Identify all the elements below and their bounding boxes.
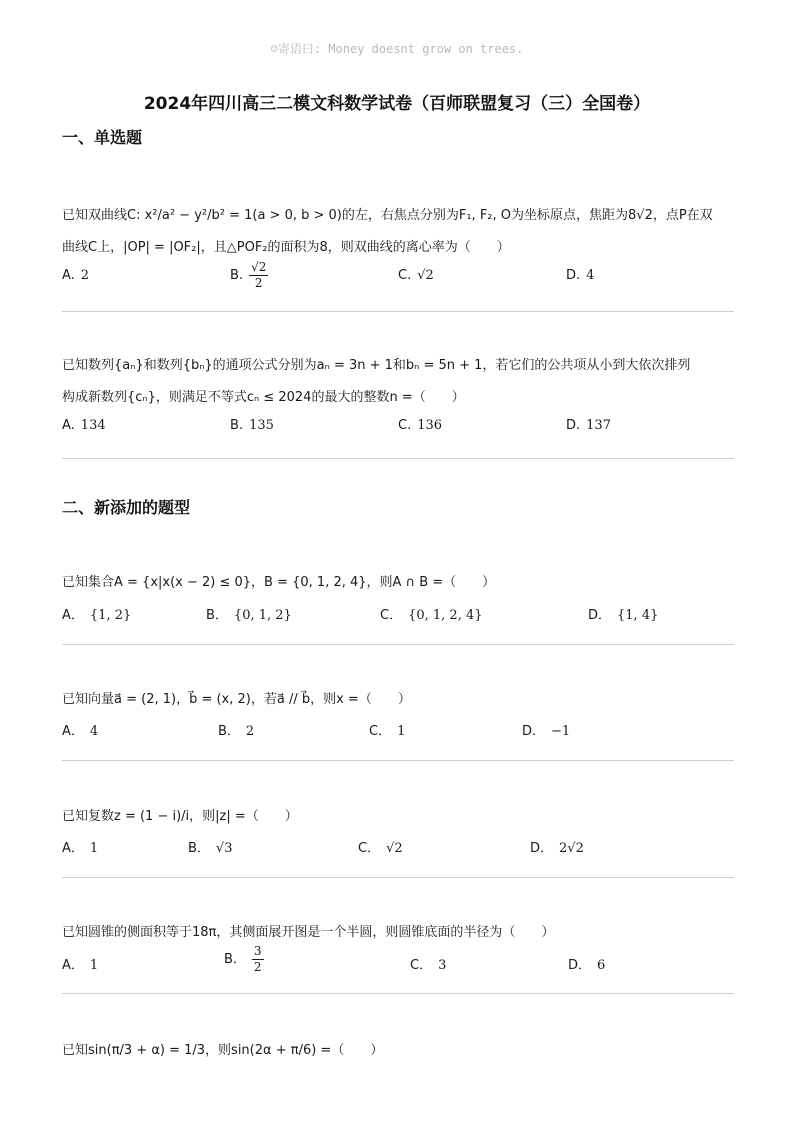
option-d[interactable] bbox=[566, 418, 611, 433]
option-value: 3 bbox=[438, 958, 447, 973]
option-c[interactable] bbox=[398, 268, 434, 283]
question-2-line-1: 已知数列{aₙ}和数列{bₙ}的通项公式分别为aₙ = 3n + 1和bₙ = 5n + 1，若它们的公共项从小到大依次排列 bbox=[62, 358, 691, 373]
option-label: C． bbox=[369, 724, 392, 739]
option-value: 135 bbox=[249, 418, 274, 433]
option-fraction bbox=[252, 944, 264, 975]
question-5-line-1: 已知复数z = (1 − i)/i，则|z| =（ ） bbox=[62, 809, 298, 824]
option-label: B． bbox=[224, 952, 246, 967]
option-label: C. bbox=[398, 268, 412, 283]
option-c[interactable] bbox=[398, 418, 442, 433]
fraction-numerator: 3 bbox=[253, 944, 262, 958]
option-label: D． bbox=[588, 608, 612, 623]
section-title-new-types: 二、新添加的题型 bbox=[62, 498, 191, 517]
question-divider bbox=[62, 993, 734, 994]
option-value: {1, 4} bbox=[617, 608, 659, 623]
question-divider bbox=[62, 877, 734, 878]
option-value: 2√2 bbox=[559, 841, 584, 856]
paper-title: 2024年四川高三二模文科数学试卷（百师联盟复习（三）全国卷） bbox=[143, 94, 651, 114]
question-7-line-1: 已知sin(π/3 + α) = 1/3，则sin(2α + π/6) =（ ） bbox=[62, 1043, 384, 1058]
option-label: D. bbox=[566, 418, 581, 433]
question-divider bbox=[62, 760, 734, 761]
option-label: A． bbox=[62, 958, 84, 973]
option-value: 2 bbox=[245, 724, 255, 739]
option-label: C. bbox=[398, 418, 412, 433]
option-d[interactable] bbox=[566, 268, 594, 283]
option-value: {0, 1, 2, 4} bbox=[408, 608, 483, 623]
option-label: D． bbox=[568, 958, 592, 973]
option-label: C． bbox=[358, 841, 381, 856]
question-divider bbox=[62, 311, 734, 312]
option-value: −1 bbox=[551, 724, 571, 739]
option-value: 1 bbox=[89, 841, 99, 856]
option-b[interactable] bbox=[206, 604, 292, 623]
option-label: C． bbox=[410, 958, 433, 973]
option-value: 2 bbox=[80, 268, 90, 283]
option-label: B. bbox=[230, 268, 244, 283]
option-a[interactable] bbox=[62, 418, 106, 433]
option-fraction bbox=[249, 260, 268, 291]
option-label: C． bbox=[380, 608, 403, 623]
option-value: 6 bbox=[597, 958, 606, 973]
section-title-single-choice: 一、单选题 bbox=[62, 128, 143, 147]
option-b[interactable] bbox=[188, 837, 232, 856]
question-6-line-1: 已知圆锥的侧面积等于18π，其侧面展开图是一个半圆，则圆锥底面的半径为（ ） bbox=[62, 925, 555, 940]
option-label: A． bbox=[62, 841, 84, 856]
option-value: {0, 1, 2} bbox=[233, 608, 292, 623]
question-1-line-1: 已知双曲线C: x²/a² − y²/b² = 1(a > 0, b > 0)的左，右焦点分别为F₁, F₂, O为坐标原点，焦距为8√2，点P在双 bbox=[62, 208, 713, 223]
option-value: 1 bbox=[89, 958, 99, 973]
option-label: B． bbox=[188, 841, 210, 856]
option-c[interactable] bbox=[380, 604, 483, 623]
option-a[interactable] bbox=[62, 604, 131, 623]
question-4-options bbox=[62, 720, 734, 744]
option-a[interactable] bbox=[62, 268, 89, 283]
header-motto: ☺寄语曰: Money doesnt grow on trees. bbox=[270, 42, 524, 56]
option-a[interactable] bbox=[62, 954, 98, 973]
option-value: 136 bbox=[417, 418, 443, 433]
option-d[interactable] bbox=[522, 720, 570, 739]
question-1-line-2: 曲线C上，|OP| = |OF₂|，且△POF₂的面积为8，则双曲线的离心率为（ ） bbox=[62, 240, 510, 255]
option-a[interactable] bbox=[62, 720, 98, 739]
question-divider bbox=[62, 644, 734, 645]
option-b[interactable] bbox=[218, 720, 254, 739]
question-3-options bbox=[62, 604, 734, 628]
option-c[interactable] bbox=[369, 720, 405, 739]
fraction-denominator: 2 bbox=[253, 960, 262, 974]
option-b[interactable] bbox=[230, 260, 268, 291]
option-label: A. bbox=[62, 268, 75, 283]
option-b[interactable] bbox=[230, 418, 274, 433]
option-value: 4 bbox=[586, 268, 595, 283]
option-value: {1, 2} bbox=[89, 608, 132, 623]
option-label: D. bbox=[566, 268, 581, 283]
fraction-numerator: √2 bbox=[251, 260, 267, 274]
option-label: B． bbox=[206, 608, 228, 623]
option-label: D． bbox=[530, 841, 554, 856]
question-5-options bbox=[62, 837, 734, 861]
option-label: A． bbox=[62, 608, 84, 623]
option-a[interactable] bbox=[62, 837, 98, 856]
option-d[interactable] bbox=[530, 837, 584, 856]
question-divider bbox=[62, 458, 734, 459]
question-6-options bbox=[62, 944, 734, 978]
question-4-line-1: 已知向量a⃗ = (2, 1)，b⃗ = (x, 2)，若a⃗ // b⃗，则x =（ ） bbox=[62, 692, 411, 707]
option-label: D． bbox=[522, 724, 546, 739]
option-value: 4 bbox=[89, 724, 99, 739]
option-label: B. bbox=[230, 418, 244, 433]
question-2-line-2: 构成新数列{cₙ}，则满足不等式cₙ ≤ 2024的最大的整数n =（ ） bbox=[62, 390, 465, 405]
fraction-denominator: 2 bbox=[254, 276, 263, 290]
option-value: √2 bbox=[417, 268, 434, 283]
question-3-line-1: 已知集合A = {x|x(x − 2) ≤ 0}，B = {0, 1, 2, 4}，则A ∩ B =（ ） bbox=[62, 575, 496, 590]
option-b[interactable] bbox=[224, 944, 264, 975]
option-value: √3 bbox=[215, 841, 233, 856]
option-value: √2 bbox=[386, 841, 403, 856]
option-value: 134 bbox=[80, 418, 106, 433]
question-2-options bbox=[62, 418, 734, 442]
option-d[interactable] bbox=[588, 604, 658, 623]
option-value: 1 bbox=[397, 724, 406, 739]
option-c[interactable] bbox=[410, 954, 446, 973]
option-d[interactable] bbox=[568, 954, 605, 973]
option-label: A. bbox=[62, 418, 75, 433]
option-label: B． bbox=[218, 724, 240, 739]
option-value: 137 bbox=[586, 418, 611, 433]
question-1-options bbox=[62, 260, 734, 292]
option-c[interactable] bbox=[358, 837, 403, 856]
option-label: A． bbox=[62, 724, 84, 739]
